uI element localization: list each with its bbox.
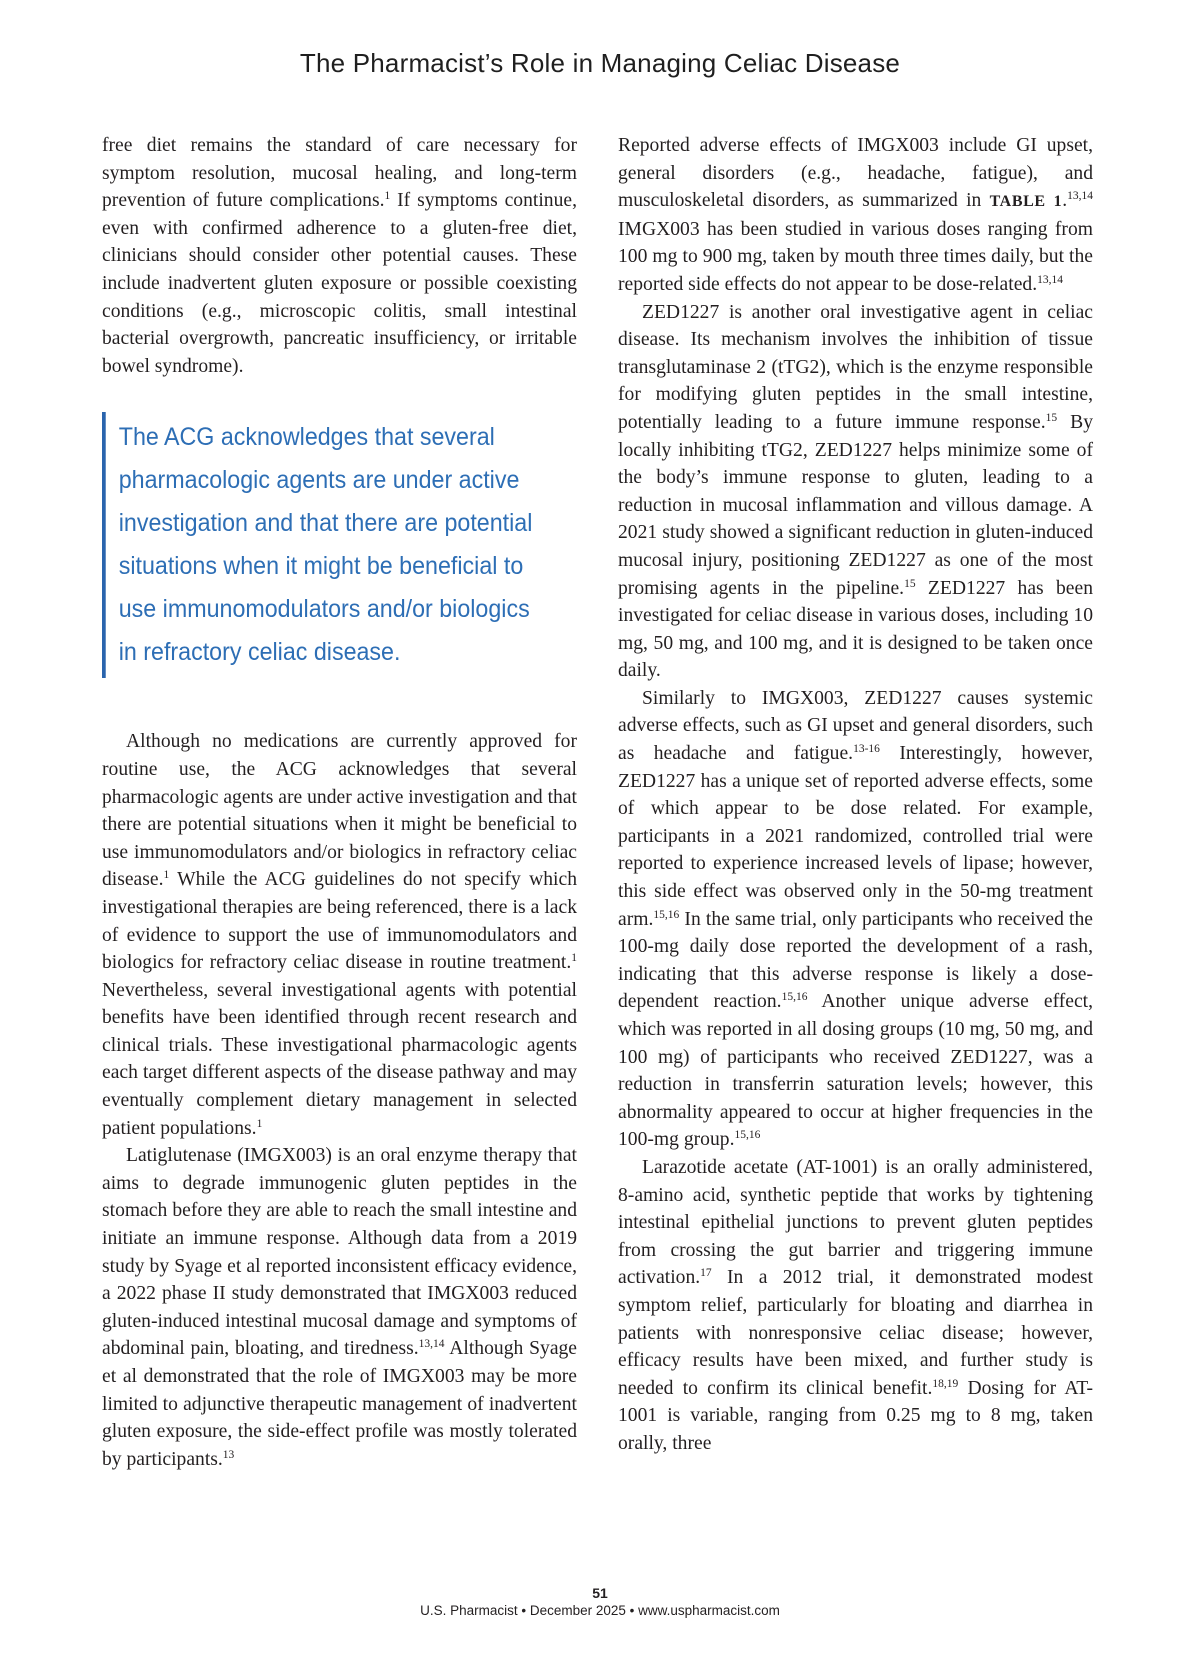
reference-superscript: 13 [222, 1448, 235, 1461]
reference-superscript: 15,16 [734, 1129, 761, 1142]
text-run: Similarly to IMGX003, ZED1227 causes systemic adverse effects, such as GI upset and general disorders, such as headache and fatigue. [618, 687, 1093, 765]
left-column [102, 132, 577, 1473]
text-run: If symptoms continue, even with confirmed adherence to a gluten-free diet, clinicians should consider other potential causes. These include inadvertent gluten exposure or possible coexisting conditions (e.g., microscopic colitis, small intestinal bacterial overgrowth, pancreatic insufficiency, or irritable bowel syndrome). [102, 190, 577, 377]
reference-superscript: 13-16 [853, 742, 880, 755]
body-paragraph [102, 1142, 577, 1473]
reference-superscript: 1 [384, 190, 391, 203]
body-paragraph [618, 1154, 1093, 1458]
reference-superscript: 1 [256, 1117, 263, 1130]
text-run: Larazotide acetate (AT-1001) is an orally administered, 8-amino acid, synthetic peptide that works by tightening intestinal epithelial junctions to prevent gluten peptides from crossing the gut barrier and triggering immune activation. [618, 1156, 1093, 1289]
reference-superscript: 13,14 [1067, 190, 1093, 203]
body-paragraph [618, 685, 1093, 1154]
reference-superscript: 1 [163, 869, 170, 882]
text-run: Another unique adverse effect, which was reported in all dosing groups (10 mg, 50 mg, and 100 mg) of participants who received ZED1227, was a reduction in transferrin saturation levels; however, this abnormality appeared to occur at higher frequencies in the 100-mg group. [618, 991, 1093, 1151]
page-title: The Pharmacist’s Role in Managing Celiac Disease [299, 48, 901, 78]
text-run: ZED1227 has been investigated for celiac disease in various doses, including 10 mg, 50 mg, and 100 mg, and it is designed to be taken once daily. [618, 577, 1094, 682]
reference-superscript: 15,16 [653, 908, 680, 921]
reference-superscript: 18,19 [932, 1377, 959, 1390]
table-reference: TABLE 1 [989, 193, 1063, 211]
body-paragraph [102, 132, 577, 380]
text-run: Latiglutenase (IMGX003) is an oral enzyme therapy that aims to degrade immunogenic gluten peptides in the stomach before they are able to reach the small intestine and initiate an immune response. Although data from a 2019 study by Syage et al reported inconsistent efficacy evidence, a 2022 phase II study demonstrated that IMGX003 reduced gluten-induced intestinal mucosal damage and symptoms of abdominal pain, bloating, and tiredness. [102, 1145, 577, 1360]
reference-superscript: 17 [700, 1267, 712, 1280]
pull-quote: The ACG acknowledges that several pharmacologic agents are under active investigation and that there are potential situations when it might be beneficial to use immunomodulators and/or biologics in refractory celiac disease. [102, 412, 544, 678]
text-run: free diet remains the standard of care necessary for symptom resolution, mucosal healing, and long-term prevention of future complications. [102, 135, 577, 212]
body-paragraph [618, 132, 1093, 299]
text-run: In a 2012 trial, it demonstrated modest symptom relief, particularly for bloating and diarrhea in patients with nonresponsive celiac disease; however, efficacy results have been mixed, and further study is needed to confirm its clinical benefit. [618, 1267, 1093, 1399]
text-run: IMGX003 has been studied in various doses ranging from 100 mg to 900 mg, taken by mouth three times daily, but the reported side effects do not appear to be dose-related. [618, 218, 1093, 295]
reference-superscript: 1 [571, 951, 577, 964]
text-run: Interestingly, however, ZED1227 has a unique set of reported adverse effects, some of which appear to be dose related. For example, participants in a 2021 randomized, controlled trial were reported to experience increased levels of lipase; however, this side effect was observed only in the 50-mg treatment arm. [618, 743, 1094, 930]
body-paragraph [618, 299, 1093, 685]
right-column [618, 132, 1093, 1458]
text-run: Although Syage et al demonstrated that the role of IMGX003 may be more limited to adjunctive therapeutic management of inadvertent gluten exposure, the side-effect profile was mostly tolerated by participants. [102, 1338, 578, 1470]
text-run: Although no medications are currently approved for routine use, the ACG acknowledges that several pharmacologic agents are under active investigation and that there are potential situations when it might be beneficial to use immunomodulators and/or biologics in refractory celiac disease. [102, 731, 577, 891]
text-run: . [1062, 190, 1068, 212]
footer-line: U.S. Pharmacist • December 2025 • www.uspharmacist.com [420, 1603, 780, 1618]
reference-superscript: 15 [1045, 411, 1058, 424]
body-paragraph [102, 728, 577, 1142]
reference-superscript: 13,14 [1037, 273, 1063, 286]
text-run: Dosing for AT-1001 is variable, ranging from 0.25 mg to 8 mg, taken orally, three [618, 1377, 1093, 1454]
reference-superscript: 15,16 [781, 991, 808, 1004]
reference-superscript: 15 [904, 577, 916, 590]
text-run: In the same trial, only participants who received the 100-mg daily dose reported the development of a rash, indicating that this adverse response is likely a dose-dependent reaction. [618, 908, 1093, 1013]
text-run: Nevertheless, several investigational agents with potential benefits have been identified through recent research and clinical trials. These investigational pharmacologic agents each target different aspects of the disease pathway and may eventually complement dietary management in selected patient populations. [102, 979, 577, 1139]
page-number: 51 [592, 1585, 608, 1601]
text-run: Reported adverse effects of IMGX003 include GI upset, general disorders (e.g., headache, fatigue), and musculoskeletal disorders, as summarized in [618, 135, 1093, 212]
reference-superscript: 13,14 [418, 1338, 445, 1351]
text-run: While the ACG guidelines do not specify which investigational therapies are being referenced, there is a lack of evidence to support the use of immunomodulators and biologics for refractory celiac disease in routine treatment. [102, 869, 577, 974]
text-run: By locally inhibiting tTG2, ZED1227 helps minimize some of the body’s immune response to gluten, leading to a reduction in mucosal inflammation and villous damage. A 2021 study showed a significant reduction in gluten-induced mucosal injury, positioning ZED1227 as one of the most promising agents in the pipeline. [618, 411, 1094, 599]
text-run: ZED1227 is another oral investigative agent in celiac disease. Its mechanism involves the inhibition of tissue transglutaminase 2 (tTG2), which is the enzyme responsible for modifying gluten peptides in the small intestine, potentially leading to a future immune response. [618, 301, 1093, 433]
